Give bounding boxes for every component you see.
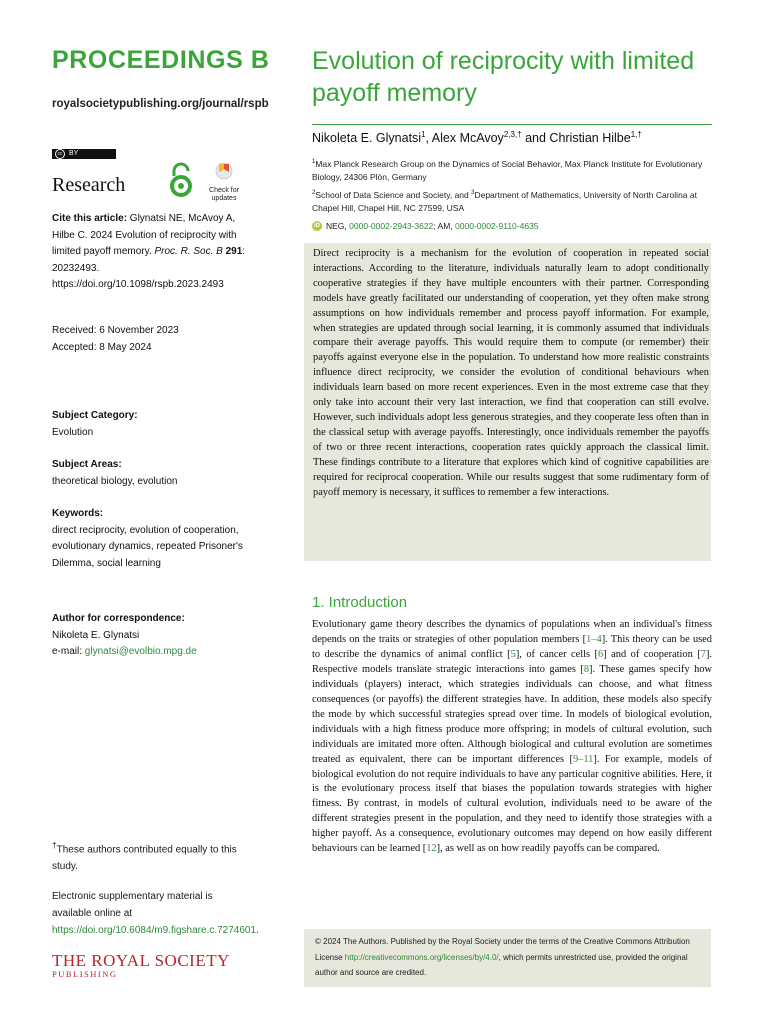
publisher-name: THE ROYAL SOCIETY bbox=[52, 951, 230, 970]
supplementary-material-note bbox=[52, 888, 259, 939]
orcid-link[interactable]: 0000-0002-9110-4635 bbox=[455, 221, 539, 231]
license-text: © 2024 The Authors. Published by the Royal Society under the terms of the Creative Commons Attribution License http://creativecommons.org/licenses/by/4.0/, which permits unrestricted use, provided the original author and source are credited. bbox=[315, 937, 690, 977]
cite-text: Glynatsi NE, McAvoy A, Hilbe C. 2024 Evolution of reciprocity with limited payoff memory. bbox=[52, 213, 237, 257]
email-link[interactable]: glynatsi@evolbio.mpg.de bbox=[84, 646, 197, 657]
subject-category-value: Evolution bbox=[52, 426, 94, 438]
affiliation-text: Department of Mathematics, University of North Carolina at Chapel Hill, Chapel Hill, NC 27599, USA bbox=[312, 189, 697, 214]
journal-url-link[interactable]: royalsocietypublishing.org/journal/rspb bbox=[52, 98, 269, 110]
affiliation-sup: 1 bbox=[312, 159, 316, 165]
citation-link[interactable]: 12 bbox=[426, 843, 437, 855]
keywords-block bbox=[52, 506, 247, 572]
check-updates-label: Check for updates bbox=[209, 187, 239, 202]
cite-label: Cite this article: bbox=[52, 213, 128, 224]
title-rule bbox=[312, 124, 712, 125]
author-list bbox=[312, 130, 642, 145]
subject-category-label: Subject Category: bbox=[52, 410, 138, 421]
license-link[interactable]: http://creativecommons.org/licenses/by/4.0/ bbox=[344, 952, 499, 962]
author-sup: 1,† bbox=[630, 130, 642, 139]
open-access-icon bbox=[168, 162, 194, 198]
citation-block bbox=[52, 211, 252, 294]
esm-text: Electronic supplementary material is available online at bbox=[52, 891, 213, 919]
cc-by-badge bbox=[52, 149, 116, 159]
orcid-link[interactable]: 0000-0002-2943-3622 bbox=[349, 221, 434, 231]
affiliation-text: School of Data Science and Society, and bbox=[315, 189, 472, 200]
abstract-box bbox=[304, 243, 711, 561]
subject-areas-label: Subject Areas: bbox=[52, 459, 122, 470]
license-box bbox=[304, 929, 711, 987]
royal-society-logo bbox=[52, 951, 230, 979]
author-name: and Christian Hilbe bbox=[521, 131, 631, 146]
subject-category-block bbox=[52, 408, 252, 441]
cite-volume: 291 bbox=[222, 246, 243, 257]
citation-link[interactable]: 7 bbox=[700, 648, 706, 660]
article-title: Evolution of reciprocity with limited payoff memory bbox=[312, 47, 695, 107]
subject-areas-value: theoretical biology, evolution bbox=[52, 475, 178, 487]
citation-link[interactable]: 1–4 bbox=[586, 633, 602, 645]
affiliation-sup: 2 bbox=[312, 190, 316, 196]
orcid-author: ; AM, bbox=[433, 221, 456, 231]
esm-link[interactable]: https://doi.org/10.6084/m9.figshare.c.7274601 bbox=[52, 925, 257, 936]
equal-contribution-footnote bbox=[52, 837, 242, 875]
dates-block bbox=[52, 323, 252, 356]
publisher-sub: PUBLISHING bbox=[52, 969, 118, 979]
author-name: Nikoleta E. Glynatsi bbox=[312, 131, 422, 146]
creative-commons-icon: cc bbox=[55, 149, 65, 159]
correspondence-name: Nikoleta E. Glynatsi bbox=[52, 629, 140, 641]
footnote-text: These authors contributed equally to this study. bbox=[52, 844, 237, 873]
affiliation-2 bbox=[312, 187, 717, 216]
author-sup: 2,3,† bbox=[503, 130, 522, 139]
intro-paragraph: Evolutionary game theory describes the dynamics of populations when an individual's fitness depends on the traits or strategies of other population members [1–4]. This theory can be used to describe the dynamics of animal conflict [5], of cancer cells [6] and of cooperation [7]. Respective models translate strategic interactions into games [8]. These games specify how individuals (players) interact, which strategies individuals can choose, and what fitness consequences (or payoffs) the different strategies have. In addition, these models also specify the mode by which successful strategies spread over time. In models of biological evolution, individuals with a high fitness produce more offspring; in models of cultural evolution, such individuals are imitated more often. Although biological and cultural evolution are sometimes treated as equivalent, there can be important differences [9–11]. For example, models of biological evolution do not require individuals to have any particular cognitive abilities. Here, it is the evolutionary process itself that biases the population towards strategies with higher fitness. By contrast, in models of cultural evolution, individuals need to be aware of the different strategies present in the population, and they need to identify those strategies with a higher payoff. As a consequence, evolutionary outcomes may depend on how easily different behaviours can be learned [12], as well as on how readily payoffs can be compared. bbox=[312, 619, 712, 855]
cc-badge-label: BY bbox=[69, 150, 79, 157]
footnote-mark: † bbox=[52, 840, 57, 850]
keywords-value: direct reciprocity, evolution of cooperation, evolutionary dynamics, repeated Prisoner's Dilemma, social learning bbox=[52, 524, 243, 569]
correspondence-label: Author for correspondence: bbox=[52, 613, 185, 624]
citation-link[interactable]: 8 bbox=[583, 663, 590, 675]
check-for-updates-button[interactable] bbox=[207, 160, 241, 203]
citation-link[interactable]: 6 bbox=[598, 648, 604, 660]
orcid-icon: iD bbox=[314, 223, 320, 229]
esm-end: . bbox=[256, 925, 259, 936]
affiliation-1 bbox=[312, 156, 717, 185]
introduction-body bbox=[312, 618, 712, 857]
subject-areas-block bbox=[52, 457, 252, 490]
citation-link[interactable]: 5 bbox=[510, 648, 516, 660]
article-type-label: Research bbox=[52, 174, 126, 196]
cite-doi: : 20232493. https://doi.org/10.1098/rspb.2023.2493 bbox=[52, 246, 246, 290]
correspondence-block bbox=[52, 611, 252, 661]
citation-link[interactable]: 9–11 bbox=[572, 753, 594, 765]
received-date: Received: 6 November 2023 bbox=[52, 325, 179, 336]
affiliation-sup: 3 bbox=[471, 190, 475, 196]
accepted-date: Accepted: 8 May 2024 bbox=[52, 341, 152, 353]
affiliation-text: Max Planck Research Group on the Dynamics of Social Behavior, Max Planck Institute for Evolutionary Biology, 24306 Plön, Germany bbox=[312, 158, 703, 183]
cite-journal: Proc. R. Soc. B bbox=[154, 246, 223, 257]
keywords-label: Keywords: bbox=[52, 508, 104, 519]
orcid-author: NEG, bbox=[326, 221, 350, 231]
author-name: , Alex McAvoy bbox=[425, 131, 504, 146]
section-heading: 1. Introduction bbox=[312, 594, 408, 611]
author-sup: 1 bbox=[421, 130, 426, 139]
abstract-text: Direct reciprocity is a mechanism for the evolution of cooperation in repeated social interactions. According to the literature, individuals naturally learn to adopt conditionally cooperative strategies if they have multiple encounters with their partner. Corresponding models have greatly facilitated our understanding of cooperation, yet they often make strong assumptions on how individuals remember and process payoff information. For example, when strategies are updated through social learning, it is commonly assumed that individuals compare their average payoffs. This would require them to compute (or remember) their payoffs against everyone else in the population. To understand how more realistic constraints influence direct reciprocity, we consider the evolution of conditional behaviours when individuals learn based on more recent experiences. Even in the most extreme case that they only take into account their very last interaction, we find that cooperation can still evolve. However, such individuals adopt less generous strategies, and they cooperate less often than in the classical setup with average payoffs. Interestingly, once individuals remember the payoffs of two or three recent interactions, cooperation rates quickly approach the classical limit. These findings contribute to a literature that explores which kind of cognitive capabilities are required for reciprocal cooperation. While our results suggest that some rudimentary form of payoff memory is necessary, it suffices to remember a few interactions. bbox=[313, 248, 709, 498]
orcid-line bbox=[312, 221, 539, 231]
email-label: e-mail: bbox=[52, 646, 85, 657]
check-updates-icon bbox=[214, 160, 234, 182]
journal-brand: PROCEEDINGS B bbox=[52, 46, 270, 74]
